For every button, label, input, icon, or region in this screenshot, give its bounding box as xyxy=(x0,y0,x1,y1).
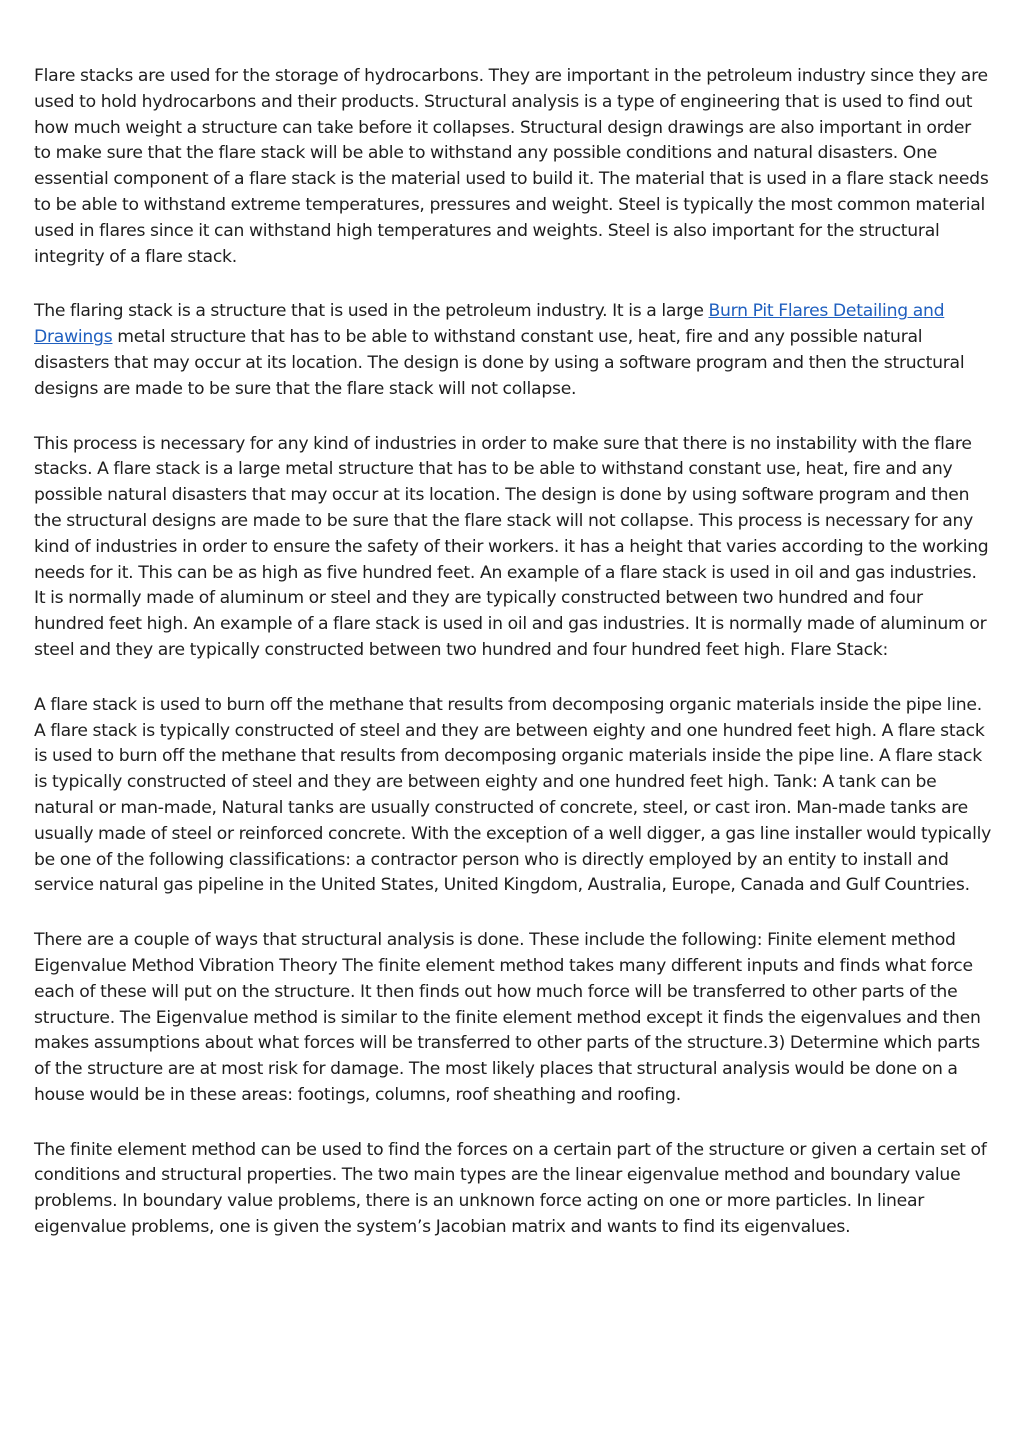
burn-pit-flares-link[interactable]: Burn Pit Flares Detailing and Drawings xyxy=(34,301,945,348)
paragraph-finite-element: The finite element method can be used to find the forces on a certain part of the structure or given a certain set of conditions and structural properties. The two main types are the linear eigenvalue method and boundary value problems. In boundary value problems, there is an unknown force acting on one or more particles. In linear eigenvalue problems, one is given the system’s Jacobian matrix and wants to find its eigenvalues. xyxy=(34,1139,987,1238)
paragraph-flare-stacks-intro: Flare stacks are used for the storage of hydrocarbons. They are important in the petroleum industry since they are used to hold hydrocarbons and their products. Structural analysis is a type of engineering that is used to find out how much weight a structure can take before it collapses. Structural design drawings are also important in order to make sure that the flare stack will be able to withstand any possible conditions and natural disasters. One essential component of a flare stack is the material used to build it. The material that is used in a flare stack needs to be able to withstand extreme temperatures, pressures and weight. Steel is typically the most common material used in flares since it can withstand high temperatures and weights. Steel is also important for the structural integrity of a flare stack. xyxy=(34,66,989,267)
paragraph-text: metal structure that has to be able to withstand constant use, heat, fire and any possible natural disasters that may occur at its location. The design is done by using a software program and then the structural designs are made to be sure that the flare stack will not collapse. xyxy=(34,327,965,399)
paragraph-flaring-stack xyxy=(34,299,992,402)
paragraph-structural-analysis: There are a couple of ways that structural analysis is done. These include the following: Finite element method Eigenvalue Method Vibration Theory The finite element method takes many different inputs and finds what force each of these will put on the structure. It then finds out how much force will be transferred to other parts of the structure. The Eigenvalue method is similar to the finite element method except it finds the eigenvalues and then makes assumptions about what forces will be transferred to other parts of the structure.3) Determine which parts of the structure are at most risk for damage. The most likely places that structural analysis would be done on a house would be in these areas: footings, columns, roof sheathing and roofing. xyxy=(34,930,981,1105)
paragraph-process: This process is necessary for any kind of industries in order to make sure that there is no instability with the flare stacks. A flare stack is a large metal structure that has to be able to withstand constant use, heat, fire and any possible natural disasters that may occur at its location. The design is done by using software program and then the structural designs are made to be sure that the flare stack will not collapse. This process is necessary for any kind of industries in order to ensure the safety of their workers. it has a height that varies according to the working needs for it. This can be as high as five hundred feet. An example of a flare stack is used in oil and gas industries. It is normally made of aluminum or steel and they are typically constructed between two hundred and four hundred feet high. An example of a flare stack is used in oil and gas industries. It is normally made of aluminum or steel and they are typically constructed between two hundred and four hundred feet high. Flare Stack: xyxy=(34,433,989,660)
document-body xyxy=(34,64,992,1270)
paragraph-methane: A flare stack is used to burn off the methane that results from decomposing organic materials inside the pipe line. A flare stack is typically constructed of steel and they are between eighty and one hundred feet high. A flare stack is used to burn off the methane that results from decomposing organic materials inside the pipe line. A flare stack is typically constructed of steel and they are between eighty and one hundred feet high. Tank: A tank can be natural or man-made, Natural tanks are usually constructed of concrete, steel, or cast iron. Man-made tanks are usually made of steel or reinforced concrete. With the exception of a well digger, a gas line installer would typically be one of the following classifications: a contractor person who is directly employed by an entity to install and service natural gas pipeline in the United States, United Kingdom, Australia, Europe, Canada and Gulf Countries. xyxy=(34,694,992,896)
paragraph-text: The flaring stack is a structure that is used in the petroleum industry. It is a large xyxy=(34,301,709,322)
